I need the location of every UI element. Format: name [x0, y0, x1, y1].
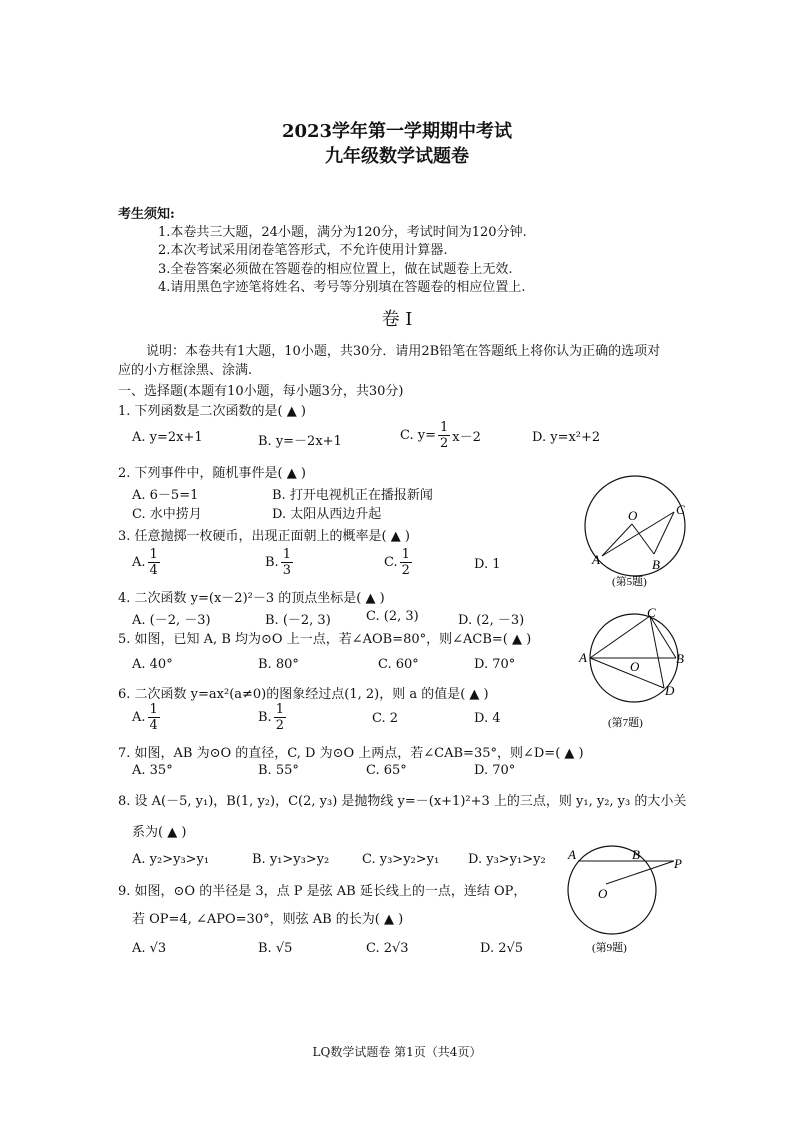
- q2-option-c: C. 水中捞月: [132, 507, 202, 522]
- q2-stem: 2. 下列事件中，随机事件是( ▲ ): [118, 466, 306, 481]
- fig5-label-o: O: [628, 508, 638, 523]
- fig5-circle: [585, 476, 685, 576]
- q6-a-num: 1: [149, 702, 158, 717]
- fig5-label-b: B: [652, 557, 660, 572]
- section-desc-line2: 应的小方框涂黑、涂满.: [118, 363, 253, 378]
- fig9-line-op: [606, 861, 674, 884]
- q7-option-a: A. 35°: [132, 763, 173, 778]
- q2-option-a: A. 6－5=1: [132, 488, 199, 503]
- fig7-caption: (第7题): [608, 717, 643, 729]
- q4-option-b: B. (－2, 3): [265, 613, 331, 628]
- section-title: 卷 Ⅰ: [381, 309, 413, 330]
- exam-title: 2023学年第一学期期中考试: [281, 121, 513, 142]
- q9-stem-line2: 若 OP=4, ∠APO=30°，则弦 AB 的长为( ▲ ): [132, 912, 404, 927]
- q6-option-a: [132, 703, 162, 732]
- q7-option-c: C. 65°: [366, 763, 407, 778]
- q5-option-c: C. 60°: [378, 657, 419, 672]
- figure-q9: [562, 838, 692, 958]
- q4-option-c: C. (2, 3): [366, 609, 419, 624]
- q1-option-a: A. y=2x+1: [132, 430, 203, 445]
- notice-item-2: 2.本次考试采用闭卷笔答形式，不允许使用计算器.: [158, 243, 448, 258]
- q8-option-a: A. y₂>y₃>y₁: [132, 852, 210, 867]
- q8-option-d: D. y₃>y₁>y₂: [468, 852, 546, 867]
- q9-stem-line1: 9. 如图，⊙O 的半径是 3，点 P 是弦 AB 延长线上的一点，连结 OP，: [118, 884, 527, 899]
- q3-a-num: 1: [149, 547, 158, 562]
- fig5-label-a: A: [592, 552, 600, 567]
- notice-item-3: 3.全卷答案必须做在答题卷的相应位置上，做在试题卷上无效.: [158, 262, 513, 277]
- q9-option-b: B. √5: [258, 941, 293, 956]
- q8-option-c: C. y₃>y₂>y₁: [362, 852, 440, 867]
- fig7-label-d: D: [665, 683, 675, 698]
- q1-c-den: 2: [440, 436, 449, 451]
- q3-option-c: [384, 548, 414, 577]
- q3-stem: 3. 任意抛掷一枚硬币，出现正面朝上的概率是( ▲ ): [118, 529, 410, 544]
- fig9-circle: [568, 846, 656, 934]
- q9-option-c: C. 2√3: [366, 941, 409, 956]
- q6-b-fraction: [274, 703, 286, 732]
- q6-stem: 6. 二次函数 y=ax²(a≠0)的图象经过点(1, 2)，则 a 的值是( ▲ ): [118, 687, 489, 702]
- q3-option-a: [132, 548, 162, 577]
- q1-option-c-prefix: C. y=: [400, 428, 436, 443]
- q1-option-c-fraction: [438, 421, 450, 450]
- q5-option-d: D. 70°: [474, 657, 516, 672]
- q1-option-b: B. y=－2x+1: [258, 434, 342, 449]
- q6-a-fraction: [148, 703, 160, 732]
- fig7-line-ad: [590, 658, 664, 688]
- q3-c-fraction: [400, 548, 412, 577]
- q1-option-d: D. y=x²+2: [532, 430, 601, 445]
- q6-b-den: 2: [275, 718, 284, 733]
- q3-option-d: D. 1: [474, 557, 501, 572]
- q6-option-b: [258, 703, 288, 732]
- q3-option-b: [265, 548, 295, 577]
- q2-option-d: D. 太阳从西边升起: [272, 507, 382, 522]
- q1-c-num: 1: [440, 420, 449, 435]
- q8-stem-line2: 系为( ▲ ): [132, 825, 187, 840]
- q6-a-prefix: A.: [132, 710, 146, 725]
- fig5-line-ob: [632, 524, 654, 554]
- q3-c-prefix: C.: [384, 555, 398, 570]
- q5-option-a: A. 40°: [132, 657, 173, 672]
- q8-option-b: B. y₁>y₃>y₂: [252, 852, 330, 867]
- q6-b-num: 1: [275, 702, 284, 717]
- q6-a-den: 4: [149, 718, 158, 733]
- q9-option-a: A. √3: [132, 941, 167, 956]
- q3-a-den: 4: [149, 563, 158, 578]
- figure-q5: [580, 472, 700, 592]
- notice-item-4: 4.请用黑色字迹笔将姓名、考号等分别填在答题卷的相应位置上.: [158, 280, 526, 295]
- fig9-label-o: O: [598, 886, 608, 901]
- q3-a-fraction: [148, 548, 160, 577]
- q8-stem-line1: 8. 设 A(－5, y₁)，B(1, y₂)，C(2, y₃) 是抛物线 y=－(x+1)²+3 上的三点，则 y₁, y₂, y₃ 的大小关: [118, 794, 687, 809]
- fig7-label-a: A: [579, 650, 587, 665]
- q7-option-d: D. 70°: [474, 763, 516, 778]
- q5-stem: 5. 如图，已知 A, B 均为⊙O 上一点，若∠AOB=80°，则∠ACB=( ▲ ): [118, 632, 532, 647]
- q9-option-d: D. 2√5: [480, 941, 524, 956]
- fig9-label-a: A: [568, 847, 576, 862]
- q6-option-c: C. 2: [372, 711, 399, 726]
- fig5-caption: (第5题): [612, 576, 647, 588]
- q3-b-den: 3: [282, 563, 291, 578]
- q3-c-den: 2: [401, 563, 410, 578]
- fig7-line-ac: [590, 616, 650, 658]
- q6-option-d: D. 4: [474, 711, 501, 726]
- q1-option-c: [400, 421, 481, 450]
- figure-q7: [576, 604, 694, 732]
- q3-b-fraction: [281, 548, 293, 577]
- q1-stem: 1. 下列函数是二次函数的是( ▲ ): [118, 404, 306, 419]
- q1-option-c-suffix: x－2: [452, 430, 481, 445]
- q2-option-b: B. 打开电视机正在播报新闻: [272, 488, 433, 503]
- fig9-label-b: B: [632, 847, 640, 862]
- q5-option-b: B. 80°: [258, 657, 299, 672]
- q4-option-a: A. (－2, －3): [132, 613, 211, 628]
- q3-b-prefix: B.: [265, 555, 279, 570]
- q7-option-b: B. 55°: [258, 763, 299, 778]
- part-heading: 一、选择题(本题有10小题，每小题3分，共30分): [118, 384, 404, 399]
- section-desc-line1: 说明：本卷共有1大题，10小题，共30分．请用2B铅笔在答题纸上将你认为正确的选项对: [146, 344, 661, 359]
- q4-stem: 4. 二次函数 y=(x－2)²－3 的顶点坐标是( ▲ ): [118, 591, 385, 606]
- notice-item-1: 1.本卷共三大题，24小题，满分为120分，考试时间为120分钟.: [158, 225, 527, 240]
- q4-option-d: D. (2, －3): [458, 613, 525, 628]
- q3-c-num: 1: [401, 547, 410, 562]
- page-footer: LQ数学试题卷 第1页（共4页）: [312, 1045, 482, 1059]
- q6-b-prefix: B.: [258, 710, 272, 725]
- notice-heading: 考生须知:: [118, 207, 175, 222]
- exam-subtitle: 九年级数学试题卷: [325, 146, 469, 167]
- fig9-label-p: P: [674, 856, 682, 871]
- q3-a-prefix: A.: [132, 555, 146, 570]
- q3-b-num: 1: [282, 547, 291, 562]
- fig9-caption: (第9题): [592, 942, 627, 954]
- fig7-label-b: B: [676, 651, 684, 666]
- q7-stem: 7. 如图，AB 为⊙O 的直径，C, D 为⊙O 上两点，若∠CAB=35°，则∠D=( ▲ ): [118, 746, 584, 761]
- fig7-label-o: O: [630, 659, 640, 674]
- fig7-label-c: C: [647, 605, 656, 620]
- fig5-label-c: C: [676, 502, 685, 517]
